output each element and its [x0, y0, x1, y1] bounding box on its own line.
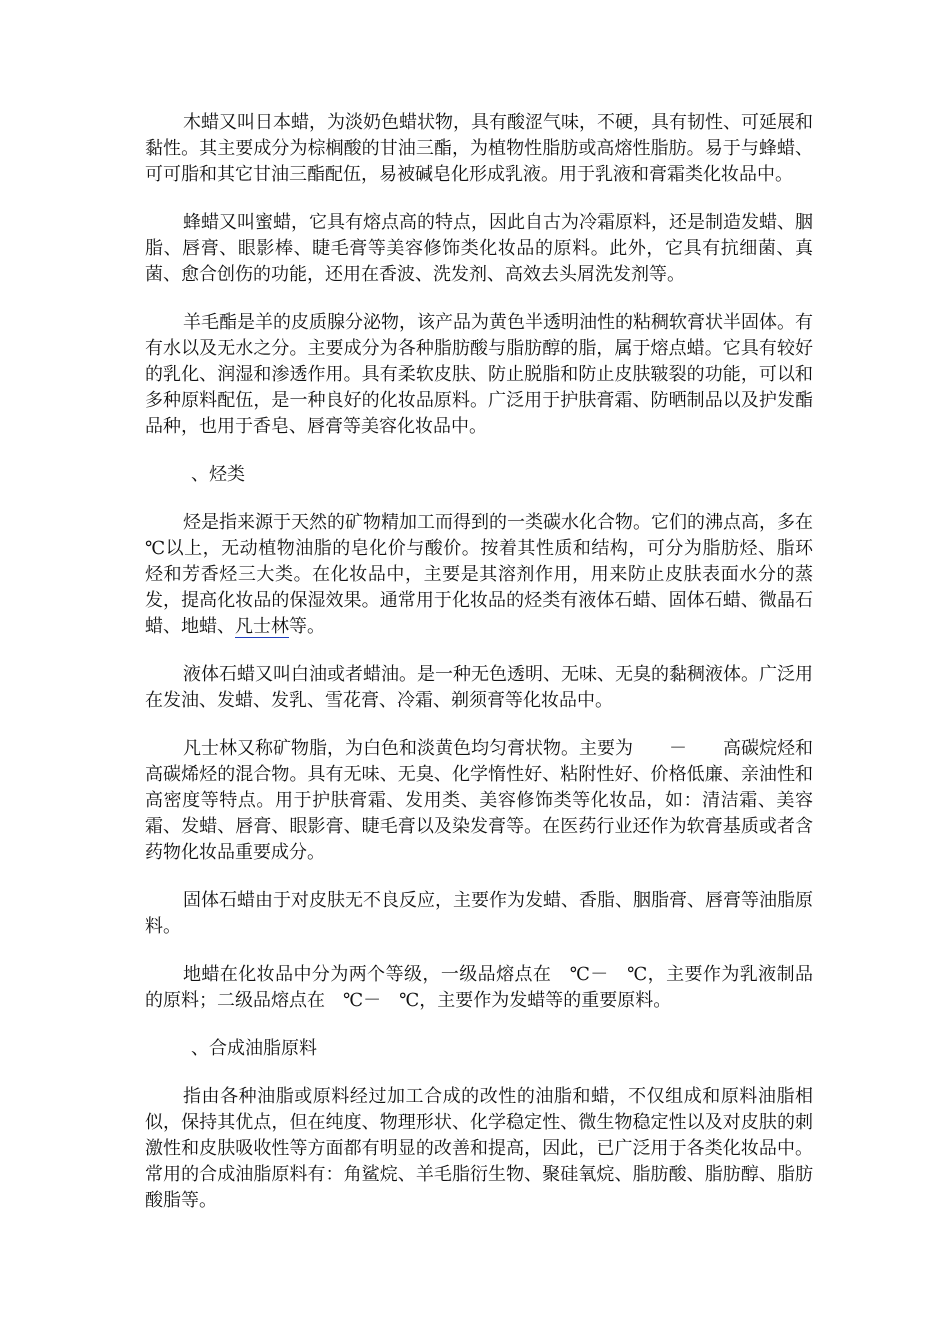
paragraph-liquid-paraffin: 液体石蜡又叫白油或者蜡油。是一种无色透明、无味、无臭的黏稠液体。广泛用在发油、发蜡、发乳、雪花膏、冷霜、剃须膏等化妆品中。: [145, 664, 813, 711]
paragraph-vaseline: 凡士林又称矿物脂，为白色和淡黄色均匀膏状物。主要为 － 高碳烷烃和高碳烯烃的混合物。具有无味、无臭、化学惰性好、粘附性好、价格低廉、亲油性和高密度等特点。用于护肤膏霜、发用类、美容修饰类等化妆品，如：清洁霜、美容霜、发蜡、唇膏、眼影膏、睫毛膏以及染发膏等。在医药行业还作为软膏基质或者含药物化妆品重要成分。: [145, 738, 813, 863]
section-heading-synthetic-oils: 、合成油脂原料: [191, 1038, 317, 1059]
document-page: [145, 110, 849, 1236]
paragraph-hydrocarbons-text: 烃是指来源于天然的矿物精加工而得到的一类碳水化合物。它们的沸点高，多在 ℃以上，无动植物油脂的皂化价与酸价。按着其性质和结构，可分为脂肪烃、脂环烃和芳香烃三大类。在化妆品中，主要是其溶剂作用，用来防止皮肤表面水分的蒸发，提高化妆品的保湿效果。通常用于化妆品的烃类有液体石蜡、固体石蜡、微晶石蜡、地蜡、: [145, 512, 849, 637]
paragraph-beeswax: 蜂蜡又叫蜜蜡，它具有熔点高的特点，因此自古为冷霜原料，还是制造发蜡、胭脂、唇膏、眼影棒、睫毛膏等美容修饰类化妆品的原料。此外，它具有抗细菌、真菌、愈合创伤的功能，还用在香波、洗发剂、高效去头屑洗发剂等。: [145, 212, 813, 285]
paragraph-ceresin: 地蜡在化妆品中分为两个等级，一级品熔点在 ℃－ ℃，主要作为乳液制品的原料；二级品熔点在 ℃－ ℃，主要作为发蜡等的重要原料。: [145, 964, 813, 1011]
paragraph-japan-wax: 木蜡又叫日本蜡，为淡奶色蜡状物，具有酸涩气味，不硬，具有韧性、可延展和黏性。其主要成分为棕榈酸的甘油三酯，为植物性脂肪或高熔性脂肪。易于与蜂蜡、可可脂和其它甘油三酯配伍，易被碱皂化形成乳液。用于乳液和膏霜类化妆品中。: [145, 112, 813, 185]
paragraph-hydrocarbons-end: 等。: [289, 616, 325, 637]
paragraph-solid-paraffin: 固体石蜡由于对皮肤无不良反应，主要作为发蜡、香脂、胭脂膏、唇膏等油脂原料。: [145, 890, 813, 937]
section-heading-hydrocarbons: 、烃类: [191, 464, 245, 485]
paragraph-hydrocarbons: [145, 510, 849, 640]
vaseline-link[interactable]: 凡士林: [235, 616, 289, 637]
paragraph-synthetic-oils: 指由各种油脂或原料经过加工合成的改性的油脂和蜡，不仅组成和原料油脂相似，保持其优点，但在纯度、物理形状、化学稳定性、微生物稳定性以及对皮肤的刺激性和皮肤吸收性等方面都有明显的改善和提高，因此，已广泛用于各类化妆品中。常用的合成油脂原料有：角鲨烷、羊毛脂衍生物、聚硅氧烷、脂肪酸、脂肪醇、脂肪酸脂等。: [145, 1086, 813, 1211]
paragraph-lanolin: 羊毛酯是羊的皮质腺分泌物，该产品为黄色半透明油性的粘稠软膏状半固体。有有水以及无水之分。主要成分为各种脂肪酸与脂肪醇的脂，属于熔点蜡。它具有较好的乳化、润湿和渗透作用。具有柔软皮肤、防止脱脂和防止皮肤皲裂的功能，可以和多种原料配伍，是一种良好的化妆品原料。广泛用于护肤膏霜、防晒制品以及护发酯品种，也用于香皂、唇膏等美容化妆品中。: [145, 312, 813, 437]
